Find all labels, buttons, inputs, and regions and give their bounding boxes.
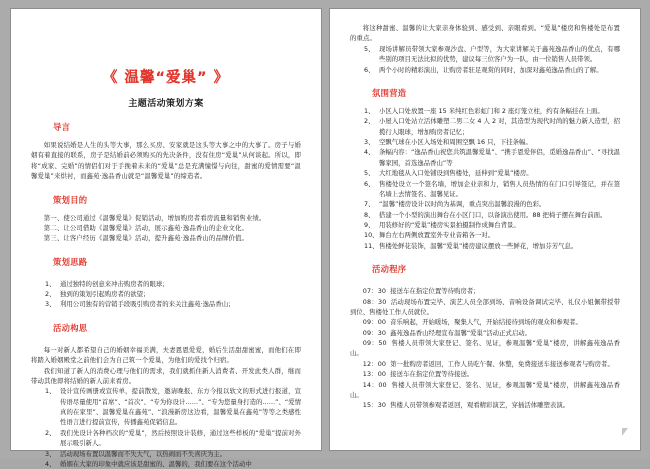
list-number: 2、: [45, 290, 56, 298]
list-text: 设计宣传画册或宣传单，提前散发，邀请晚报、东方今报以软文的形式进行报道，宣传语尽量使用“首席”、“首次”、“专为你设计……”、“专为您量身打造的……”、“爱情真的在家里”、温馨爱巢在鑫苑”、“浪漫新房这边看，温馨爱巢在鑫苑”等等之类感性性语言进行提前宣传，传播鑫苑促销信息。: [60, 387, 301, 427]
mouse-cursor-icon: [621, 428, 628, 436]
schedule-row: [350, 359, 620, 369]
list-item: [45, 289, 301, 299]
list-number: 1、: [364, 106, 375, 115]
schedule-time: 09：30: [362, 328, 387, 337]
atmosphere-list: [350, 106, 620, 251]
list-text: 条幅内容：“逸品香山祝您共筑温馨爱巢”、“携手恩爱伴侣，觅婚逸品香山”、“寻找温馨家园，首选逸品香山”等: [379, 148, 620, 167]
schedule-time: 09：50: [362, 339, 387, 347]
schedule-row: [350, 380, 620, 401]
list-number: 9、: [364, 221, 375, 229]
list-item: [45, 459, 301, 469]
concept-continuation: 将这种甜蜜、温馨的让大家亲身体验到、感受到、亲眼看到。“爱巢”楼房和售楼处是布置的重点。: [350, 24, 620, 43]
list-text: 利用公司独有的营销手段吸引购房者的来关注鑫苑·逸品香山；: [60, 300, 235, 309]
schedule-time: 15：30: [362, 401, 387, 410]
list-number: 1、: [45, 279, 56, 288]
concept-continued-list: [350, 44, 620, 75]
page-title: 《 温馨“爱巢” 》: [102, 70, 230, 86]
list-number: 10、: [364, 231, 379, 240]
list-item: [364, 220, 620, 230]
page-subtitle: 主题活动策划方案: [128, 99, 204, 109]
list-number: 7、: [364, 200, 375, 209]
schedule-row: [350, 369, 620, 379]
list-item: [364, 199, 620, 209]
list-item: [364, 44, 620, 65]
schedule-row: [350, 338, 620, 359]
schedule-text: 接送车在指定位置等待接送。: [390, 370, 474, 379]
schedule-time: 08：30: [362, 297, 387, 306]
schedule-row: [350, 297, 620, 318]
section-heading-procedure: 活动程序: [372, 264, 407, 275]
list-text: 现场讲解员带领大家参观沙盘、户型等，为大家讲解关于鑫苑逸品香山的优点，有哪些别的项目无法比拟的优势，建议每三位客户为一队，由一位销售人员带领。: [379, 44, 620, 64]
list-item: [364, 210, 620, 220]
list-number: 2、: [364, 117, 375, 126]
section-heading-intro: 导言: [53, 122, 71, 132]
list-text: 独到的策划引起购房者的欲望；: [60, 290, 150, 298]
schedule-text: 售楼人员带领大家登记、签名、见证，参观温馨“爱巢”楼房，讲解鑫苑逸品香山。: [350, 339, 620, 358]
schedule-row: [350, 328, 620, 338]
list-item: [45, 449, 301, 459]
list-text: 婚姻在大家的印象中就应该是甜蜜的、温馨的，我们要在这个活动中: [60, 459, 252, 468]
list-number: 11、: [364, 241, 379, 250]
list-item: [364, 147, 620, 168]
list-number: 1、: [45, 387, 56, 396]
schedule-row: [350, 286, 620, 296]
list-item: [45, 279, 301, 289]
list-text: 售楼处鲜花装饰，温馨“爱巢”楼房建议摆放一些鲜花，增加芬芳气息。: [379, 241, 578, 250]
list-item: [45, 428, 301, 449]
list-text: 我们先设计各种档次的“爱巢”，然后按照设计装修，通过这些样板的“爱巢”提前对外展示吸引新人。: [60, 428, 301, 448]
concept-paragraph: 每一对新人都希望自己的婚姻幸福美满，夫妻恩恩爱爱，婚后生活甜甜蜜蜜，而他们在即将踏入婚姻殿堂之前他们会为自己筑一个爱巢，为他们的爱找个归宿。: [31, 345, 301, 365]
list-number: 5、: [364, 44, 375, 53]
list-item: [364, 106, 620, 116]
list-number: 3、: [364, 138, 375, 146]
list-number: 3、: [45, 449, 56, 458]
list-number: 6、: [364, 179, 375, 188]
list-item: [364, 116, 620, 137]
purpose-item: 第一、使公司通过《温馨爱巢》促销活动，增加购房者看房流量和销售业绩。: [43, 213, 266, 222]
schedule-text: 售楼人员带领大家登记、签名、见证，参观温馨“爱巢”楼房，讲解鑫苑逸品香山。: [350, 380, 620, 399]
list-text: 售楼处设立一个签名墙，增加企业亲和力，销售人员热情的在门口引导签记，并在签名墙上去情签名、温馨见证。: [379, 179, 620, 198]
schedule-time: 13：00: [362, 370, 387, 379]
list-text: 舞台左右两侧放置室外专业音箱各一对。: [379, 231, 495, 240]
list-text: 小屋入口处站立活体雕塑二男二女 4 人 2 对，其造型为现代时尚的魅力新人造型，招揽行人眼球，增加购房者记忆；: [379, 117, 620, 136]
list-number: 4、: [364, 148, 375, 157]
list-text: 两个小时的精彩演出，让购房者驻足观赏的同时，加深对鑫苑逸品香山的了解。: [379, 65, 603, 74]
list-number: 5、: [364, 169, 375, 178]
section-heading-purpose: 策划目的: [53, 194, 88, 205]
concept-list: [31, 386, 301, 469]
list-text: 活动现场布置以温馨而不失大气，以热闹而不失喜庆为主。: [60, 449, 227, 458]
schedule-text: 音乐响起，开始暖场，聚集人气，开始结接待到场的观众和参观者。: [390, 318, 582, 327]
list-item: [45, 299, 301, 309]
list-text: 空飘气球在小区入场处和周围空飘 16 只，下挂条幅。: [379, 138, 532, 146]
document-page-1: [10, 8, 322, 468]
list-text: 通过独特的创意来冲击购房者的眼球；: [60, 279, 169, 288]
list-number: 3、: [45, 300, 56, 309]
list-number: 8、: [364, 210, 375, 219]
schedule-time: 09：00: [362, 318, 387, 327]
schedule-time: 14：00: [362, 380, 387, 389]
list-item: [364, 179, 620, 200]
list-text: 搭建一个小型的演出舞台在小区门口，以备演出使用。88 把椅子摆在舞台前面。: [379, 210, 607, 219]
list-item: [45, 386, 301, 428]
list-item: [364, 137, 620, 147]
list-text: 小区入口处放置一座 15 米纯红色彩虹门和 2 座灯笼立柱，约有条幅挂在上面。: [379, 106, 604, 115]
concept-paragraph: 我们知道了新人的消费心理与他们的需求，我们就抓住新人消费者、开发此类人群，继而带动其他即将结婚的新人前来看房。: [31, 366, 301, 385]
section-heading-concept: 活动构思: [53, 322, 88, 333]
document-page-2: [329, 8, 641, 451]
procedure-schedule: [350, 286, 620, 411]
schedule-row: [350, 317, 620, 327]
list-item: [364, 230, 620, 240]
schedule-text: 售楼人员带领参观者返回，观看精彩演艺，穿插活体雕塑表演。: [390, 401, 570, 410]
list-item: [364, 241, 620, 251]
schedule-time: 12：00: [362, 359, 387, 368]
section-heading-atmosphere: 氛围营造: [372, 87, 407, 98]
schedule-text: 第一批购房者返回，工作人员吃午餐、休整，免费接送车接送参观者与购房者。: [390, 359, 614, 368]
purpose-item: 第三、让客户经历《温馨爱巢》活动，提升鑫苑·逸品香山的品牌价值。: [43, 234, 249, 243]
schedule-text: 接送车在指定位置等待购房者；: [390, 287, 480, 296]
list-number: 2、: [45, 428, 56, 437]
intro-paragraph: 如果说结婚是人生的头等大事，那么买房、安家就是这头等大事之中的大事了。房子与婚姻有着直接的联系，房子是结婚前必须购买的先决条件，没有住房“爱巢”从何谈起。所以，即将“成家、完婚”的情侣们对于手挽着未来的“爱巢”总是充满憧憬与向往，甜蜜的爱情需要“温馨爱巢”来烘衬，而鑫苑·逸品香山就是“温馨爱巢”的缔造者。: [31, 141, 301, 181]
schedule-time: 07：30: [362, 287, 387, 296]
list-text: 用装修好的“爱巢”楼房实景拍摄制作成舞台背景。: [379, 221, 520, 229]
schedule-text: 鑫苑逸品香山经理宣布温馨“爱巢”活动正式启动。: [390, 328, 531, 337]
approach-list: [31, 279, 301, 310]
list-number: 4、: [45, 459, 56, 468]
list-item: [364, 168, 620, 178]
schedule-row: [350, 400, 620, 410]
list-item: [364, 65, 620, 75]
list-number: 6、: [364, 65, 375, 74]
purpose-item: 第二、让公司借助《温馨爱巢》活动，展示鑫苑·逸品香山的企业文化。: [43, 223, 249, 232]
section-heading-approach: 策划思路: [53, 256, 88, 267]
list-text: 大红地毯从入口处铺设到售楼处，延伸到“爱巢”楼房。: [379, 169, 533, 178]
list-text: “温馨”楼房设计以时尚为基调，重点突出温馨浪漫的色彩。: [379, 200, 546, 209]
schedule-text: 活动现场布置完毕、演艺人员全部到场、音响设备调试完毕、礼仪小姐佩带授带到位、售楼处工作人员就位。: [350, 297, 620, 316]
